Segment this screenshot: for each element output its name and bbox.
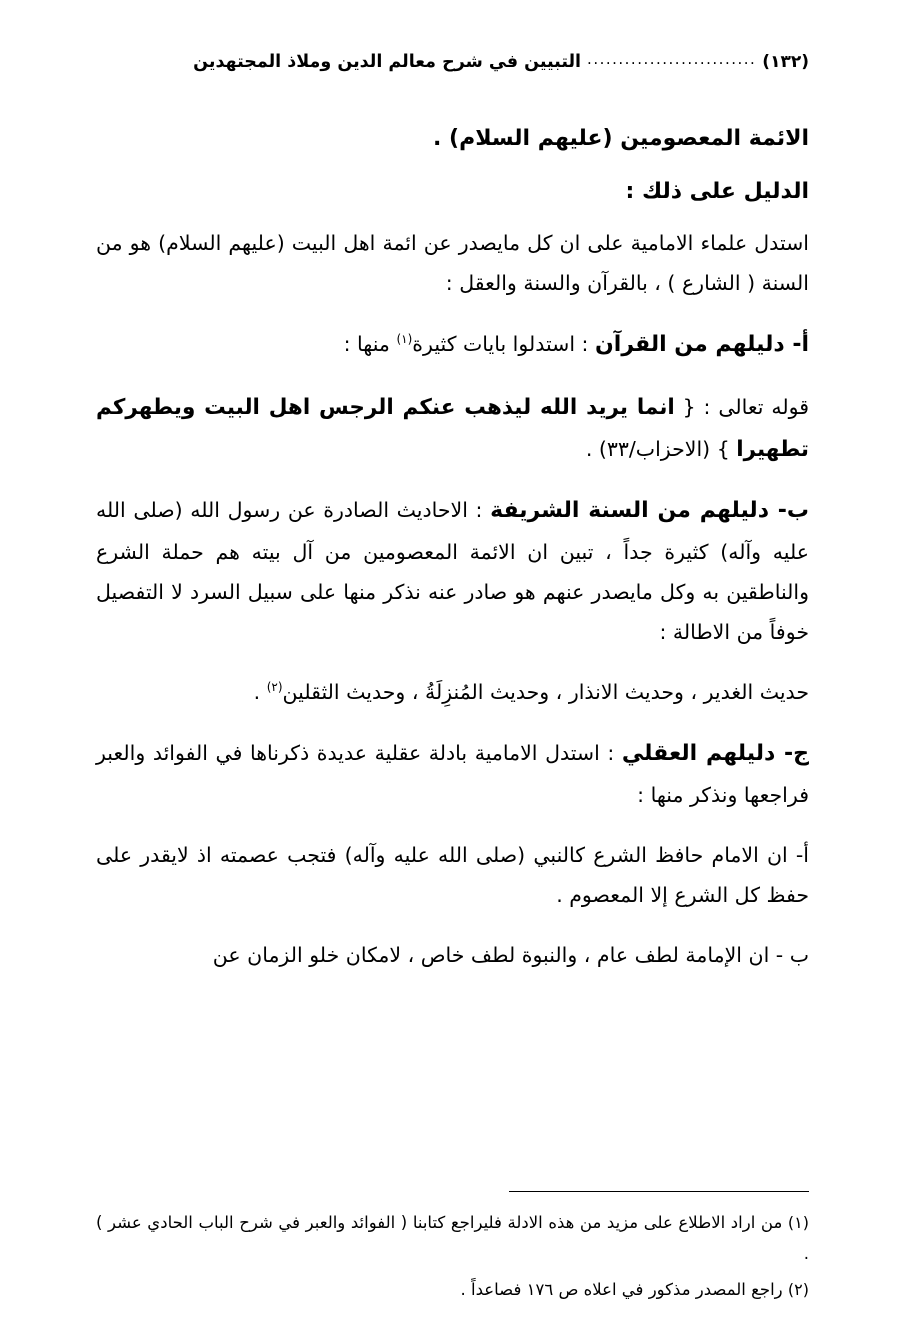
page-header bbox=[96, 52, 809, 72]
footnote-2-text: راجع المصدر مذكور في اعلاه ص ١٧٦ فصاعداً . bbox=[460, 1280, 783, 1300]
item-a-label: أ- دليلهم من القرآن bbox=[595, 331, 809, 357]
sub-item-a-text: أ- ان الامام حافظ الشرع كالنبي (صلى الله عليه وآله) فتجب عصمته اذ لايقدر على حفظ كل الشرع إلا المعصوم . bbox=[96, 843, 809, 908]
page-body bbox=[96, 118, 809, 976]
footnote-area bbox=[96, 1191, 809, 1312]
quote-intro: قوله تعالى : { bbox=[682, 394, 809, 419]
sub-item-b-text: ب - ان الإمامة لطف عام ، والنبوة لطف خاص ، لامكان خلو الزمان عن bbox=[212, 943, 809, 968]
quran-quote bbox=[96, 387, 809, 471]
quote-reference: (الاحزاب/٣٣) . bbox=[585, 436, 711, 461]
paragraph-1 bbox=[96, 224, 809, 304]
footnote-ref-2[interactable]: (٢) bbox=[266, 680, 283, 695]
item-a-text: : استدلوا بايات كثيرة bbox=[412, 331, 589, 356]
paragraph-hadith-text: حديث الغدير ، وحديث الانذار ، وحديث المُنزِلَةُ ، وحديث الثقلين bbox=[282, 680, 809, 705]
item-c-text: : استدل الامامية بادلة عقلية عديدة ذكرناها في الفوائد والعبر فراجعها ونذكر منها : bbox=[96, 741, 809, 808]
heading-evidence-text: الدليل على ذلك : bbox=[625, 178, 809, 204]
item-b-text: : الاحاديث الصادرة عن رسول الله (صلى الله عليه وآله) كثيرة جداً ، تبين ان الائمة المعصومين من آل بيته هم حملة الشرع والناطقين به وكل مايصدر عنهم هو صادر عنه نذكر منها على سبيل السرد لا التفصيل خوفاً من الاطالة : bbox=[96, 498, 809, 645]
item-a-tail: منها : bbox=[343, 331, 390, 356]
item-b bbox=[96, 490, 809, 653]
quote-text: انما يريد الله ليذهب عنكم الرجس اهل البيت ويطهركم تطهيرا bbox=[96, 394, 809, 462]
item-c bbox=[96, 733, 809, 816]
item-c-label: ج- دليلهم العقلي bbox=[621, 741, 809, 767]
footnote-1-mark: (١) bbox=[787, 1213, 809, 1233]
footnote-2 bbox=[96, 1275, 809, 1306]
item-b-label: ب- دليلهم من السنة الشريفة bbox=[490, 498, 810, 524]
quote-close: } bbox=[716, 436, 730, 461]
item-a bbox=[96, 324, 809, 367]
paragraph-hadith-tail: . bbox=[253, 680, 261, 705]
sub-item-a bbox=[96, 836, 809, 916]
page-number: (١٣٢) bbox=[762, 52, 809, 72]
footnote-ref-1[interactable]: (١) bbox=[396, 331, 413, 346]
header-dots: ........................... bbox=[587, 50, 757, 68]
header-title: التبيين في شرح معالم الدين وملاذ المجتهدين bbox=[193, 52, 582, 72]
footnote-2-mark: (٢) bbox=[787, 1280, 809, 1300]
footnote-1-text: من اراد الاطلاع على مزيد من هذه الادلة فليراجع كتابنا ( الفوائد والعبر في شرح الباب الحادي عشر ) . bbox=[96, 1213, 809, 1263]
paragraph-1-text: استدل علماء الامامية على ان كل مايصدر عن ائمة اهل البيت (عليهم السلام) هو من السنة ( الشارع ) ، بالقرآن والسنة والعقل : bbox=[96, 230, 809, 295]
continuation-text: الائمة المعصومين (عليهم السلام) . bbox=[433, 126, 809, 151]
footnote-1 bbox=[96, 1208, 809, 1269]
paragraph-hadith bbox=[96, 673, 809, 713]
heading-evidence bbox=[96, 171, 809, 214]
footnote-divider bbox=[509, 1191, 809, 1192]
paragraph-continuation bbox=[96, 118, 809, 161]
sub-item-b bbox=[96, 936, 809, 976]
